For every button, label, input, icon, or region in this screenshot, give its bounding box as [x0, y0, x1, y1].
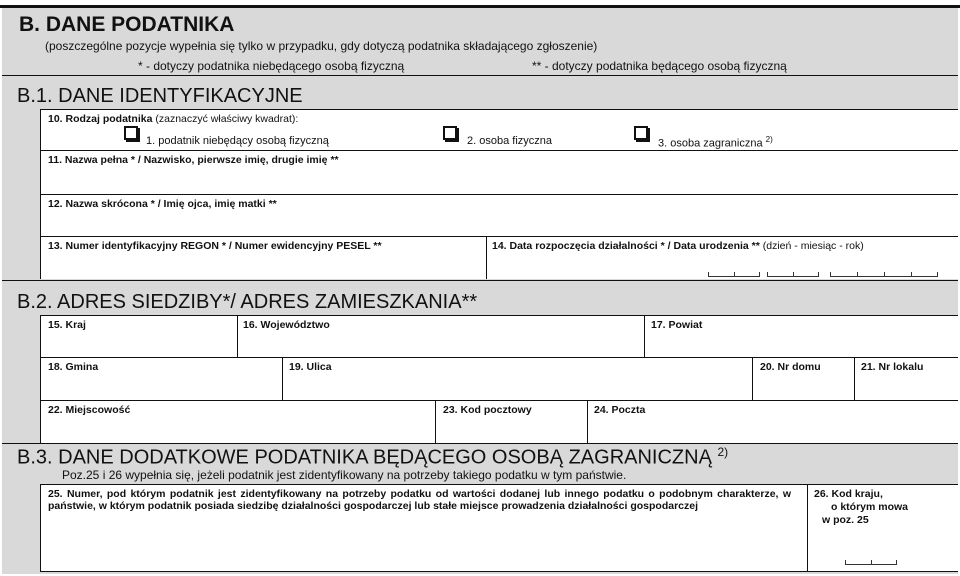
section-b-note: (poszczególne pozycje wypełnia się tylko w przypadku, gdy dotyczą podatnika składającego zgłoszenie) — [45, 39, 598, 53]
section-b1-title: B.1. DANE IDENTYFIKACYJNE — [17, 85, 303, 107]
field-13-input[interactable] — [41, 254, 485, 278]
option-3-label: 3. osoba zagraniczna $^{2)}$ — [658, 135, 773, 150]
field-19-label: 19. Ulica — [289, 361, 332, 373]
field-22-label: 22. Miejscowość — [48, 404, 131, 416]
option-2-label: 2. osoba fizyczna — [467, 135, 552, 147]
section-b3-title: B.3. DANE DODATKOWE PODATNIKA BĘDĄCEGO OSOBĄ ZAGRANICZNĄ $^{2)}$ — [17, 445, 729, 469]
field-10-label: 10. Rodzaj podatnika (zaznaczyć właściwy kwadrat): — [48, 113, 299, 125]
field-15-input[interactable] — [41, 333, 236, 357]
field-12-label: 12. Nazwa skrócona * / Imię ojca, imię matki ** — [48, 198, 277, 210]
section-b-header — [2, 8, 958, 75]
field-21-label: 21. Nr lokalu — [861, 361, 924, 373]
field-25-label: 25. Numer, pod którym podatnik jest zidentyfikowany na potrzeby podatku od wartości dodanej lub innego podatku o podobnym charakterze, w państwie, w którym podatnik posiada siedzibę działalności gospodarczej lub stałe miejsce prowadzenia działalności gospodarczej — [48, 488, 791, 512]
field-17-input[interactable] — [645, 333, 957, 357]
field-18-input[interactable] — [41, 375, 281, 399]
checkbox-option-1[interactable] — [124, 126, 138, 140]
field-22-input[interactable] — [41, 418, 434, 442]
field-14-label: 14. Data rozpoczęcia działalności * / Data urodzenia ** (dzień - miesiąc - rok) — [492, 240, 864, 252]
field-26-label-line1: 26. Kod kraju, — [814, 488, 883, 500]
field-18-label: 18. Gmina — [48, 361, 99, 373]
field-12-input[interactable] — [41, 212, 957, 235]
field-14-date-input[interactable] — [700, 258, 945, 278]
field-24-label: 24. Poczta — [594, 404, 646, 416]
field-20-label: 20. Nr domu — [760, 361, 821, 373]
field-13-label: 13. Numer identyfikacyjny REGON * / Numer ewidencyjny PESEL ** — [48, 240, 382, 252]
section-b2-title: B.2. ADRES SIEDZIBY*/ ADRES ZAMIESZKANIA** — [17, 291, 478, 313]
field-15-label: 15. Kraj — [48, 319, 86, 331]
checkbox-option-2[interactable] — [443, 126, 457, 140]
field-16-label: 16. Województwo — [243, 319, 330, 331]
field-23-input[interactable] — [436, 418, 586, 442]
option-1-label: 1. podatnik niebędący osobą fizyczną — [146, 135, 329, 147]
field-11-input[interactable] — [41, 168, 957, 193]
field-26-label-line3: w poz. 25 — [822, 514, 869, 526]
section-b3-note: Poz.25 i 26 wypełnia się, jeżeli podatnik jest zidentyfikowany na potrzeby takiego podatku w tym państwie. — [62, 468, 627, 482]
field-23-label: 23. Kod pocztowy — [443, 404, 532, 416]
natural-person-note: ** - dotyczy podatnika będącego osobą fizyczną — [532, 59, 787, 73]
field-25-input[interactable] — [41, 530, 806, 570]
legal-entity-note: * - dotyczy podatnika niebędącego osobą fizyczną — [138, 59, 405, 73]
field-16-input[interactable] — [238, 333, 643, 357]
field-26-label-line2: o którym mowa — [831, 501, 909, 513]
field-20-input[interactable] — [753, 375, 853, 399]
checkbox-option-3[interactable] — [634, 126, 648, 140]
field-21-input[interactable] — [855, 375, 957, 399]
field-24-input[interactable] — [588, 418, 957, 442]
field-19-input[interactable] — [283, 375, 751, 399]
section-b-title: B. DANE PODATNIKA — [19, 13, 235, 36]
field-17-label: 17. Powiat — [651, 319, 703, 331]
field-11-label: 11. Nazwa pełna * / Nazwisko, pierwsze imię, drugie imię ** — [48, 154, 339, 166]
